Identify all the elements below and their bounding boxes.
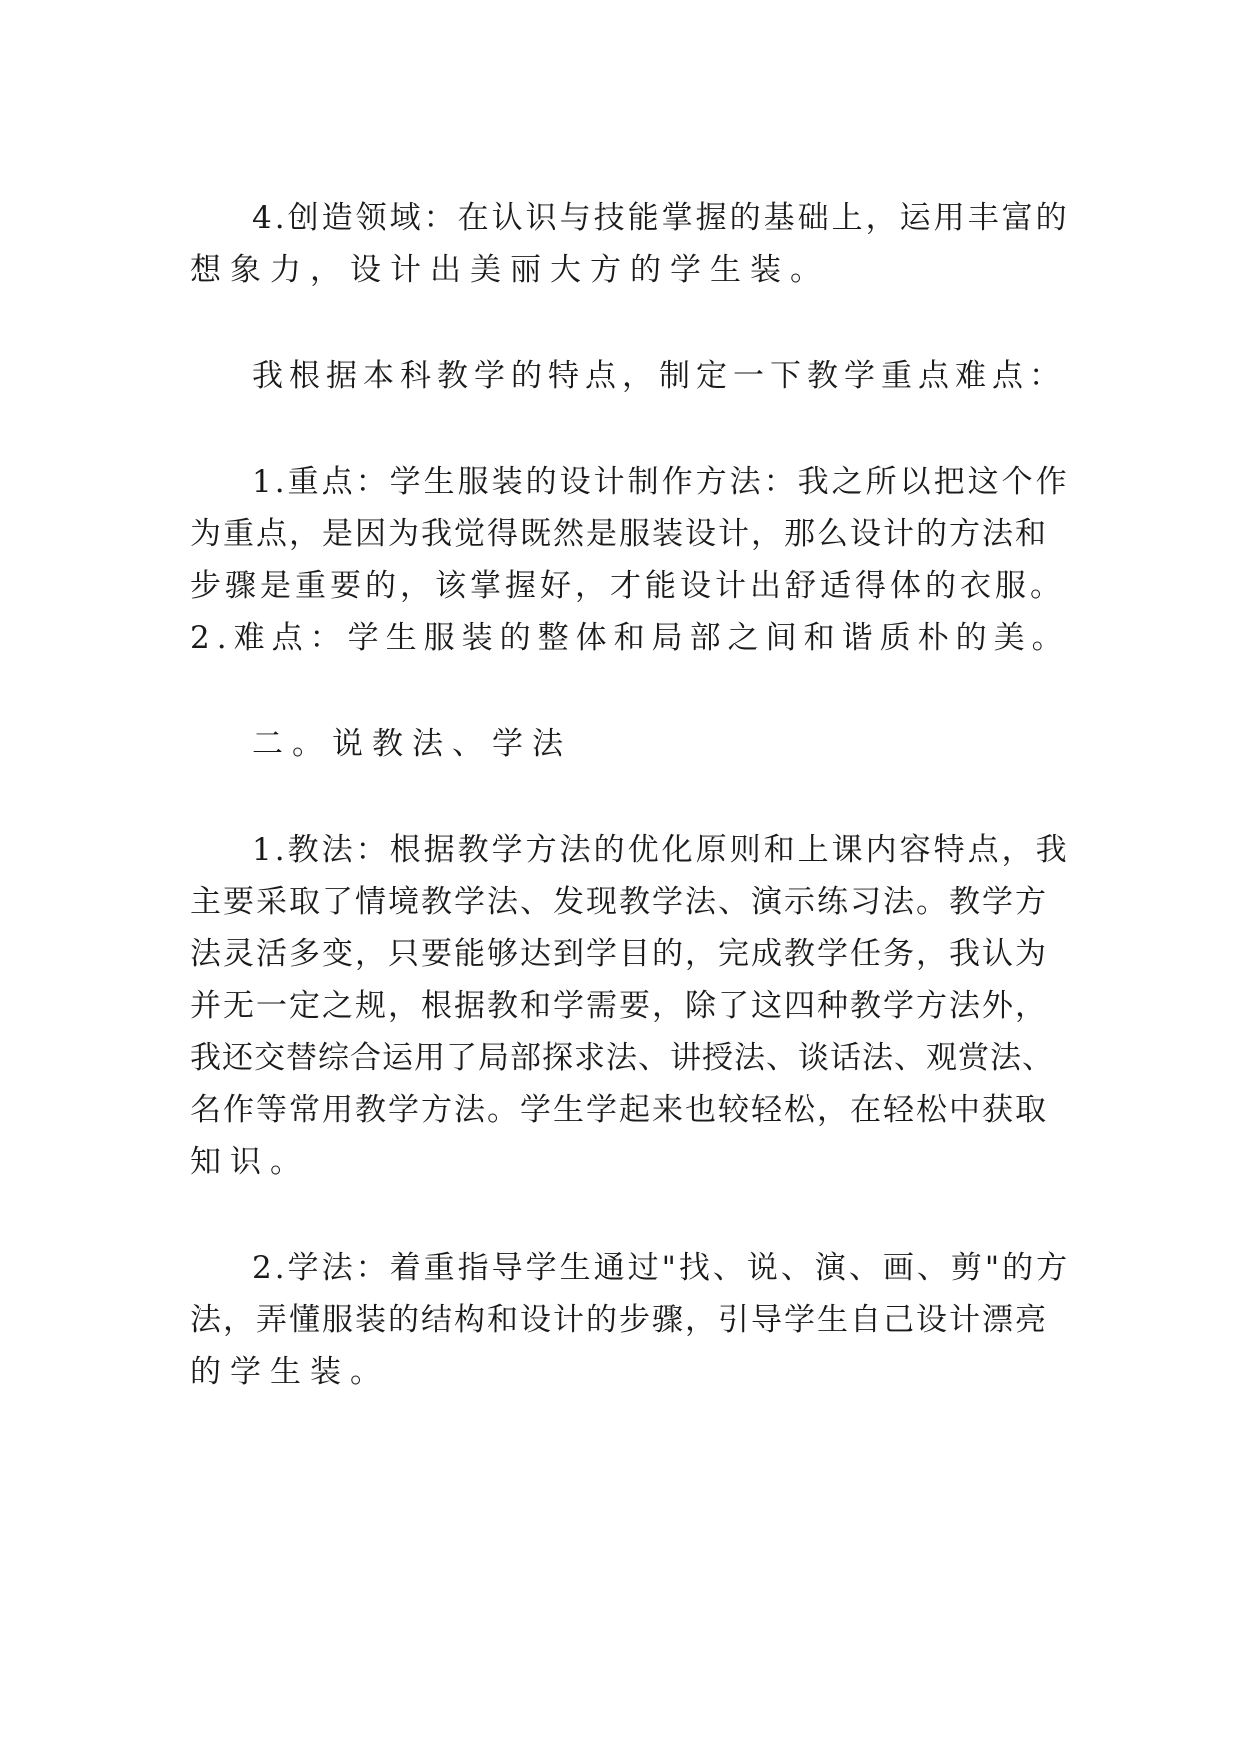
paragraph-line: 2.难点：学生服装的整体和局部之间和谐质朴的美。 [190,620,1070,656]
paragraph-line: 1.重点：学生服装的设计制作方法：我之所以把这个作 [252,464,1070,500]
paragraph-line: 法灵活多变，只要能够达到学目的，完成教学任务，我认为 [190,936,1048,972]
paragraph-line: 2.学法：着重指导学生通过"找、说、演、画、剪"的方 [252,1250,1071,1286]
paragraph-line: 我还交替综合运用了局部探求法、讲授法、谈话法、观赏法、 [190,1040,1054,1076]
paragraph-line: 知识。 [190,1144,310,1180]
paragraph-line: 的学生装。 [190,1354,390,1390]
paragraph-line: 4.创造领域：在认识与技能掌握的基础上，运用丰富的 [252,200,1070,236]
section-heading: 二。说教法、学法 [252,726,572,762]
paragraph-line: 名作等常用教学方法。学生学起来也较轻松，在轻松中获取 [190,1092,1048,1128]
paragraph-line: 法，弄懂服装的结构和设计的步骤，引导学生自己设计漂亮 [190,1302,1048,1338]
paragraph-line: 想象力，设计出美丽大方的学生装。 [190,252,830,288]
paragraph-line: 我根据本科教学的特点，制定一下教学重点难点： [252,358,1066,394]
paragraph-line: 主要采取了情境教学法、发现教学法、演示练习法。教学方 [190,884,1048,920]
paragraph-line: 步骤是重要的，该掌握好，才能设计出舒适得体的衣服。 [190,568,1065,604]
paragraph-line: 为重点，是因为我觉得既然是服装设计，那么设计的方法和 [190,516,1048,552]
paragraph-line: 并无一定之规，根据教和学需要，除了这四种教学方法外， [190,988,1048,1024]
paragraph-line: 1.教法：根据教学方法的优化原则和上课内容特点，我 [252,832,1070,868]
